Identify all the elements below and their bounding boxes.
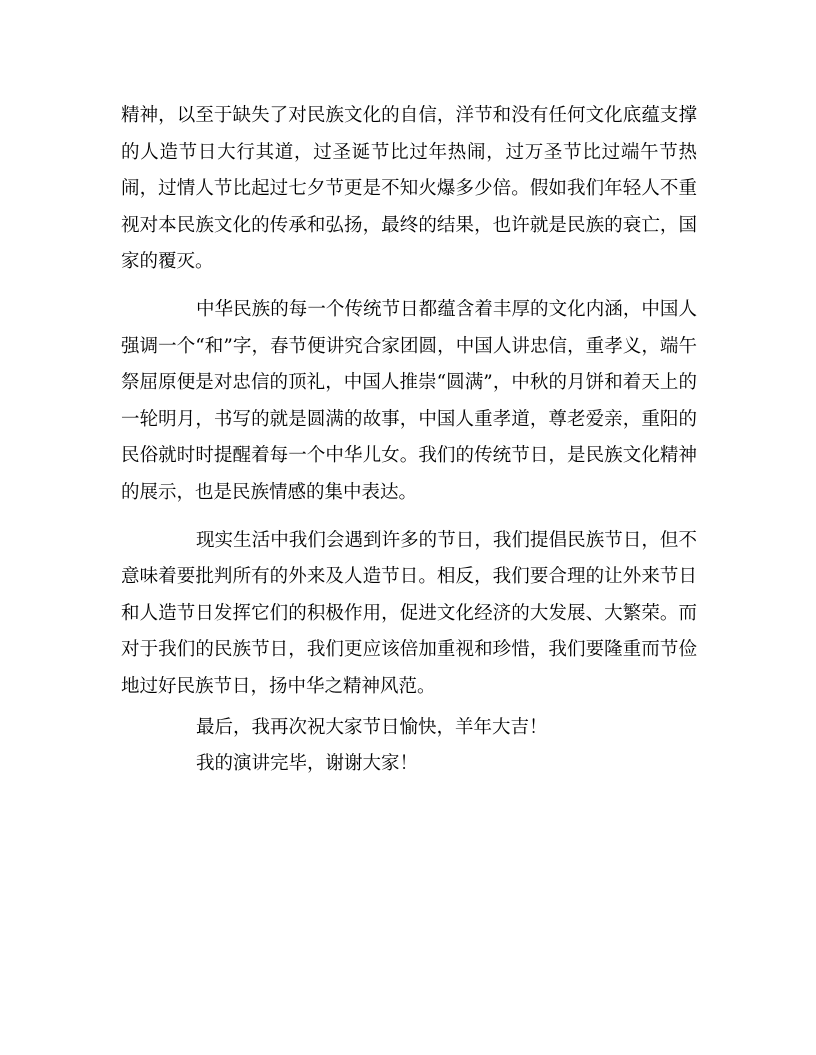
paragraph-2: 中华民族的每一个传统节日都蕴含着丰厚的文化内涵，中国人强调一个“和”字，春节便讲究合家团圆，中国人讲忠信，重孝义，端午祭屈原便是对忠信的顶礼，中国人推崇“圆满”，中秋的月饼和着天上的一轮明月，书写的就是圆满的故事，中国人重孝道，尊老爱亲，重阳的民俗就时时提醒着每一个中华儿女。我们的传统节日，是民族文化精神的展示，也是民族情感的集中表达。	[121, 298, 697, 503]
paragraph-1: 精神，以至于缺失了对民族文化的自信，洋节和没有任何文化底蕴支撑的人造节日大行其道，过圣诞节比过年热闹，过万圣节比过端午节热闹，过情人节比起过七夕节更是不知火爆多少倍。假如我们年轻人不重视对本民族文化的传承和弘扬，最终的结果，也许就是民族的衰亡，国家的覆灭。	[121, 105, 697, 273]
document-body	[121, 98, 697, 783]
paragraph-3: 现实生活中我们会遇到许多的节日，我们提倡民族节日，但不意味着要批判所有的外来及人造节日。相反，我们要合理的让外来节日和人造节日发挥它们的积极作用，促进文化经济的大发展、大繁荣。而对于我们的民族节日，我们更应该倍加重视和珍惜，我们要隆重而节俭地过好民族节日，扬中华之精神风范。	[121, 529, 697, 697]
paragraph-closing-thanks: 我的演讲完毕，谢谢大家！	[196, 753, 419, 775]
paragraph-closing-wishes: 最后，我再次祝大家节日愉快，羊年大吉！	[196, 716, 548, 738]
